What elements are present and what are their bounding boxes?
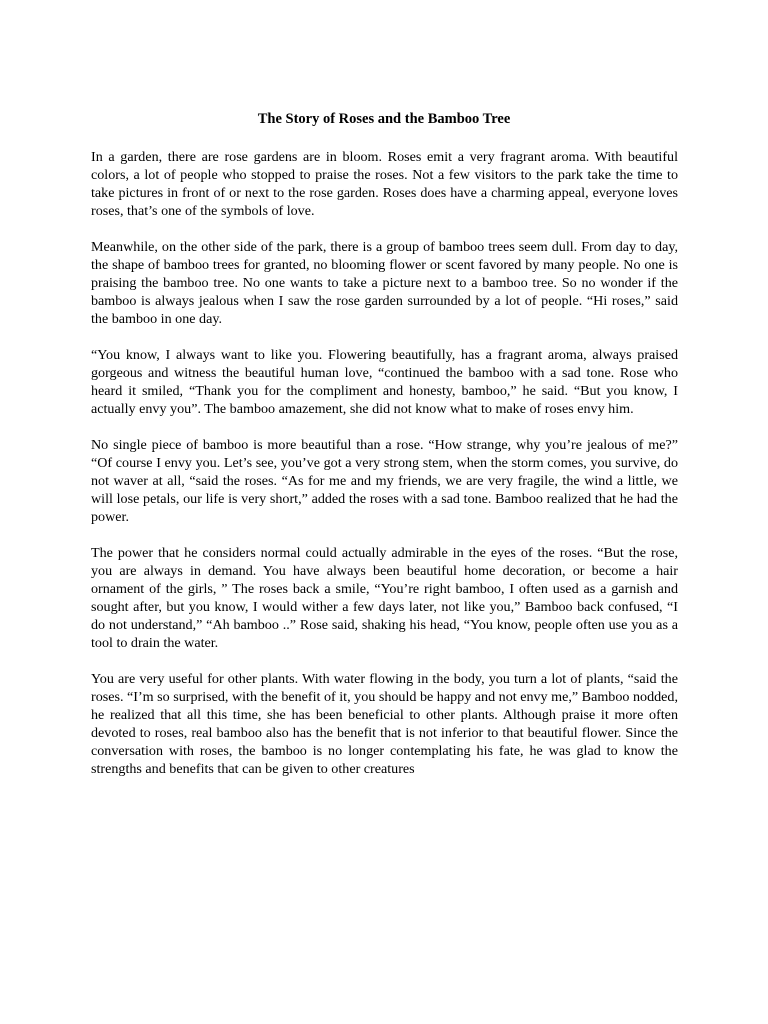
paragraph: The power that he considers normal could actually admirable in the eyes of the roses. “But the rose, you are always in demand. You have always been beautiful home decoration, or become a hair ornament of the girls, ” The roses back a smile, “You’re right bamboo, I often used as a garnish and sought after, but you know, I would wither a few days later, not like you,” Bamboo back confused, “I do not understand,” “Ah bamboo ..” Rose said, shaking his head, “You know, people often use you as a tool to drain the water. — [91, 545, 678, 651]
document-title: The Story of Roses and the Bamboo Tree — [257, 111, 511, 127]
paragraph: You are very useful for other plants. With water flowing in the body, you turn a lot of plants, “said the roses. “I’m so surprised, with the benefit of it, you should be happy and not envy me,” Bamboo nodded, he realized that all this time, she has been beneficial to other plants. Although praise it more often devoted to roses, real bamboo also has the benefit that is not inferior to that beautiful flower. Since the conversation with roses, the bamboo is no longer contemplating his fate, he was glad to know the strengths and benefits that can be given to other creatures — [91, 671, 678, 777]
document-body — [91, 148, 678, 778]
paragraph: In a garden, there are rose gardens are in bloom. Roses emit a very fragrant aroma. With beautiful colors, a lot of people who stopped to praise the roses. Not a few visitors to the park take the time to take pictures in front of or next to the rose garden. Roses does have a charming appeal, everyone loves roses, that’s one of the symbols of love. — [91, 149, 678, 219]
paragraph: Meanwhile, on the other side of the park, there is a group of bamboo trees seem dull. From day to day, the shape of bamboo trees for granted, no blooming flower or scent favored by many people. No one is praising the bamboo tree. No one wants to take a picture next to a bamboo tree. So no wonder if the bamboo is always jealous when I saw the rose garden surrounded by a lot of people. “Hi roses,” said the bamboo in one day. — [91, 239, 678, 327]
paragraph: “You know, I always want to like you. Flowering beautifully, has a fragrant aroma, always praised gorgeous and witness the beautiful human love, “continued the bamboo with a sad tone. Rose who heard it smiled, “Thank you for the compliment and honesty, bamboo,” he said. “But you know, I actually envy you”. The bamboo amazement, she did not know what to make of roses envy him. — [91, 347, 678, 417]
paragraph: No single piece of bamboo is more beautiful than a rose. “How strange, why you’re jealous of me?” “Of course I envy you. Let’s see, you’ve got a very strong stem, when the storm comes, you survive, do not waver at all, “said the roses. “As for me and my friends, we are very fragile, the wind a little, we will lose petals, our life is very short,” added the roses with a sad tone. Bamboo realized that he had the power. — [91, 437, 678, 525]
